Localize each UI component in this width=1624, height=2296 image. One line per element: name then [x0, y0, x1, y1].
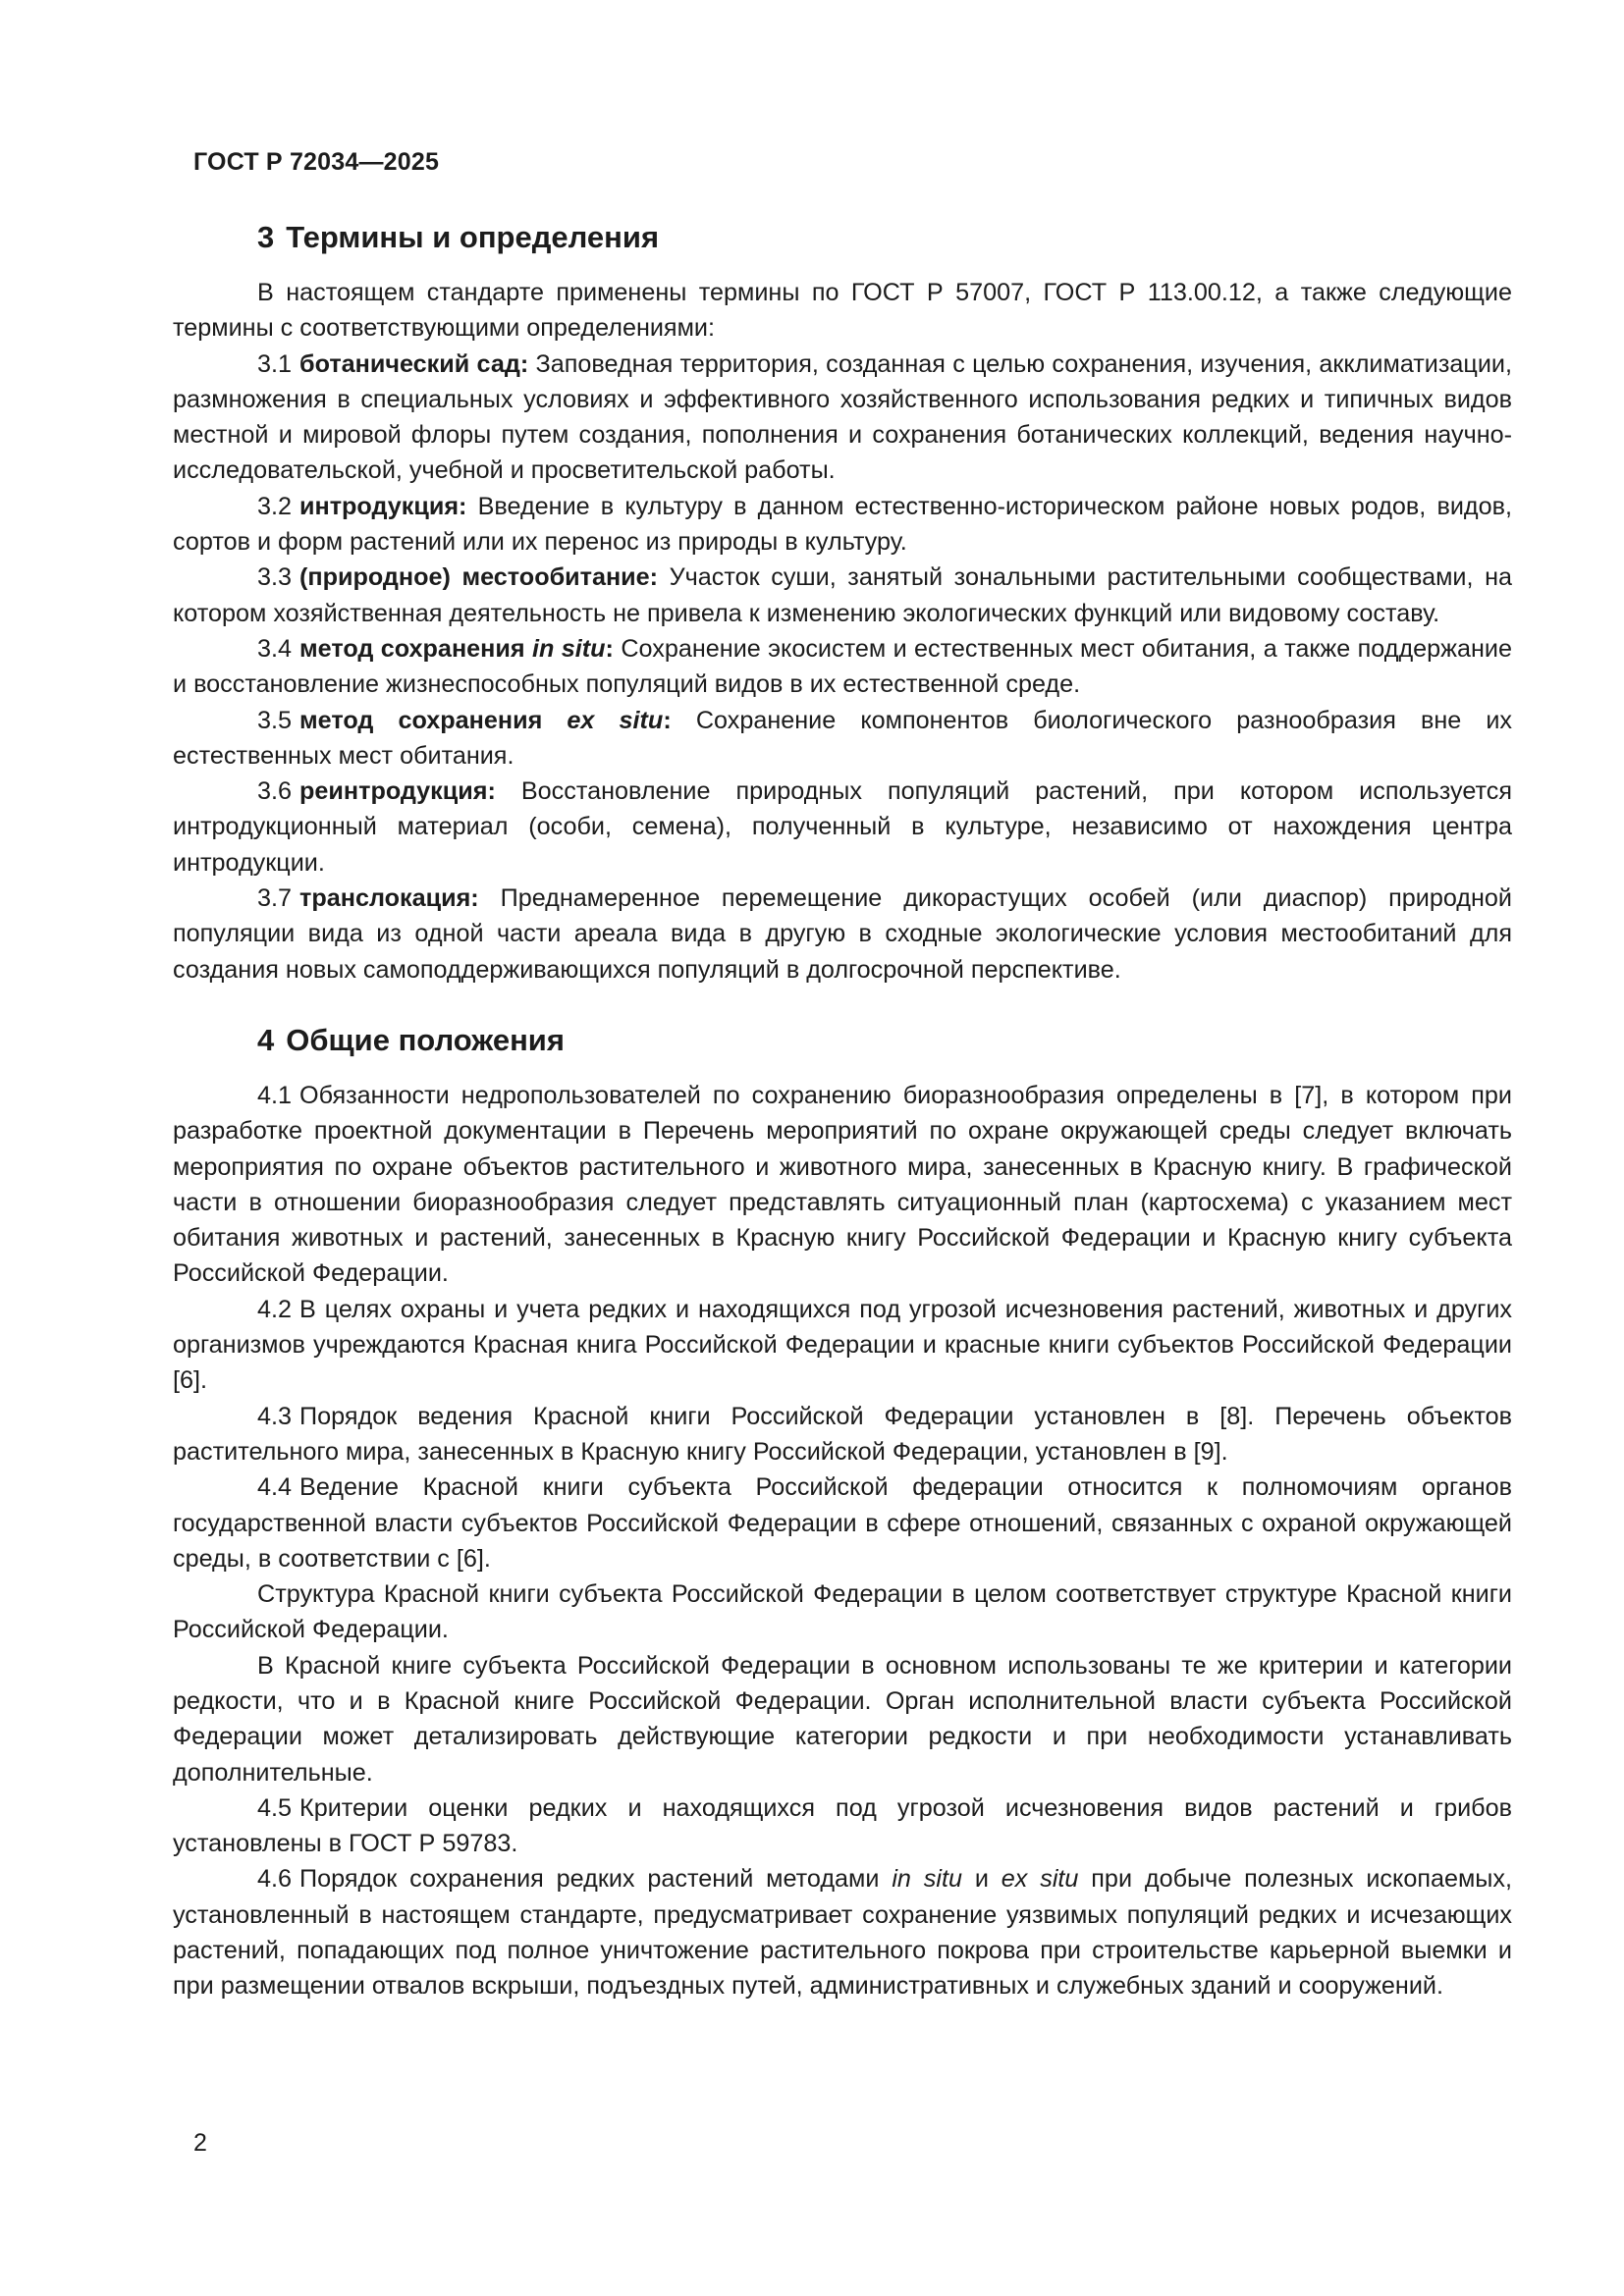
section-3-intro: В настоящем стандарте применены термины по ГОСТ Р 57007, ГОСТ Р 113.00.12, а также следующие термины с соответствующими определениями:	[173, 279, 1512, 343]
clause-4-6: 4.6 Порядок сохранения редких растений методами in situ и ex situ при добыче полезных ископаемых, установленный в настоящем стандарте, предусматривает сохранение уязвимых популяций редких и исчезающих растений, попадающих под полное уничтожение растительного покрова при строительстве карьерной выемки и при размещении отвалов вскрыши, подъездных путей, административных и служебных зданий и сооружений.	[173, 1865, 1512, 2001]
term-definition: Сохранение компонентов биологического разнообразия вне их естественных мест обитания.	[173, 706, 1513, 770]
section-number: 4	[257, 1022, 275, 1057]
section-title: Общие положения	[286, 1022, 565, 1057]
term-3-5: 3.5 метод сохранения ex situ: Сохранение компонентов биологического разнообразия вне их естественных мест обитания.	[173, 706, 1513, 770]
term-definition: Преднамеренное перемещение дикорастущих особей (или диаспор) природной популяции вида из одной части ареала вида в другую в сходные экологические условия местообитаний для создания новых самоподдерживающихся популяций в долгосрочной перспективе.	[173, 884, 1512, 984]
term-name: транслокация:	[299, 884, 479, 913]
clause-4-3: 4.3 Порядок ведения Красной книги Российской Федерации установлен в [8]. Перечень объектов растительного мира, занесенных в Красную книгу Российской Федерации, установлен в [9].	[173, 1402, 1512, 1466]
term-3-1: 3.1 ботанический сад: Заповедная территория, созданная с целью сохранения, изучения, акклиматизации, размножения в специальных условиях и эффективного хозяйственного использования редких и типичных видов местной и мировой флоры путем создания, пополнения и сохранения ботанических коллекций, ведения научно-исследовательской, учебной и просветительской работы.	[173, 349, 1512, 485]
document-code-header: ГОСТ Р 72034—2025	[193, 148, 440, 176]
page-number: 2	[193, 2129, 207, 2157]
term-name: реинтродукция:	[299, 777, 496, 806]
term-definition: Участок суши, занятый зональными растительными сообществами, на котором хозяйственная деятельность не привела к изменению экологических функций или видовому составу.	[173, 563, 1513, 627]
term-name: (природное) местообитание:	[299, 563, 659, 592]
section-title: Термины и определения	[286, 220, 660, 254]
term-definition: Сохранение экосистем и естественных мест обитания, а также поддержание и восстановление жизнеспособных популяций видов в их естественной среде.	[173, 634, 1512, 699]
term-3-4: 3.4 метод сохранения in situ: Сохранение экосистем и естественных мест обитания, а также поддержание и восстановление жизнеспособных популяций видов в их естественной среде.	[173, 634, 1512, 699]
clause-4-5: 4.5 Критерии оценки редких и находящихся под угрозой исчезновения видов растений и грибов установлены в ГОСТ Р 59783.	[173, 1793, 1512, 1858]
term-name: метод сохранения ex situ:	[299, 706, 672, 734]
clause-4-4-paragraph-2: Структура Красной книги субъекта Российской Федерации в целом соответствует структуре Красной книги Российской Федерации.	[173, 1580, 1512, 1644]
term-name: метод сохранения in situ:	[299, 634, 614, 663]
term-definition: Восстановление природных популяций растений, при котором используется интродукционный материал (особи, семена), полученный в культуре, независимо от нахождения центра интродукции.	[173, 777, 1512, 877]
term-name: ботанический сад:	[299, 349, 529, 378]
term-definition: Введение в культуру в данном естественно-историческом районе новых родов, видов, сортов и форм растений или их перенос из природы в культуру.	[173, 492, 1512, 557]
term-3-6: 3.6 реинтродукция: Восстановление природных популяций растений, при котором используется интродукционный материал (особи, семена), полученный в культуре, независимо от нахождения центра интродукции.	[173, 777, 1512, 877]
section-3-heading	[257, 218, 1512, 257]
section-number: 3	[257, 220, 275, 254]
term-3-3: 3.3 (природное) местообитание: Участок суши, занятый зональными растительными сообществами, на котором хозяйственная деятельность не привела к изменению экологических функций или видовому составу.	[173, 563, 1513, 627]
term-definition: Заповедная территория, созданная с целью сохранения, изучения, акклиматизации, размножения в специальных условиях и эффективного хозяйственного использования редких и типичных видов местной и мировой флоры путем создания, пополнения и сохранения ботанических коллекций, ведения научно-исследовательской, учебной и просветительской работы.	[173, 349, 1512, 485]
term-3-7: 3.7 транслокация: Преднамеренное перемещение дикорастущих особей (или диаспор) природной популяции вида из одной части ареала вида в другую в сходные экологические условия местообитаний для создания новых самоподдерживающихся популяций в долгосрочной перспективе.	[173, 884, 1512, 984]
clause-4-4: 4.4 Ведение Красной книги субъекта Российской федерации относится к полномочиям органов государственной власти субъектов Российской Федерации в сфере отношений, связанных с охраной окружающей среды, в соответствии с [6].	[173, 1473, 1512, 1573]
clause-4-2: 4.2 В целях охраны и учета редких и находящихся под угрозой исчезновения растений, животных и других организмов учреждаются Красная книга Российской Федерации и красные книги субъектов Российской Федерации [6].	[173, 1295, 1512, 1395]
document-body	[173, 218, 1512, 2004]
clause-4-1: 4.1 Обязанности недропользователей по сохранению биоразнообразия определены в [7], в котором при разработке проектной документации в Перечень мероприятий по охране окружающей среды следует включать мероприятия по охране объектов растительного и животного мира, занесенных в Красную книгу. В графической части в отношении биоразнообразия следует представлять ситуационный план (картосхема) с указанием мест обитания животных и растений, занесенных в Красную книгу Российской Федерации и Красную книгу субъекта Российской Федерации.	[173, 1081, 1512, 1288]
clause-4-4-paragraph-3: В Красной книге субъекта Российской Федерации в основном использованы те же критерии и категории редкости, что и в Красной книге Российской Федерации. Орган исполнительной власти субъекта Российской Федерации может детализировать действующие категории редкости и при необходимости устанавливать дополнительные.	[173, 1651, 1512, 1787]
term-name: интродукция:	[299, 492, 467, 520]
term-3-2: 3.2 интродукция: Введение в культуру в данном естественно-историческом районе новых родов, видов, сортов и форм растений или их перенос из природы в культуру.	[173, 492, 1512, 557]
section-4-heading	[257, 1021, 1512, 1060]
